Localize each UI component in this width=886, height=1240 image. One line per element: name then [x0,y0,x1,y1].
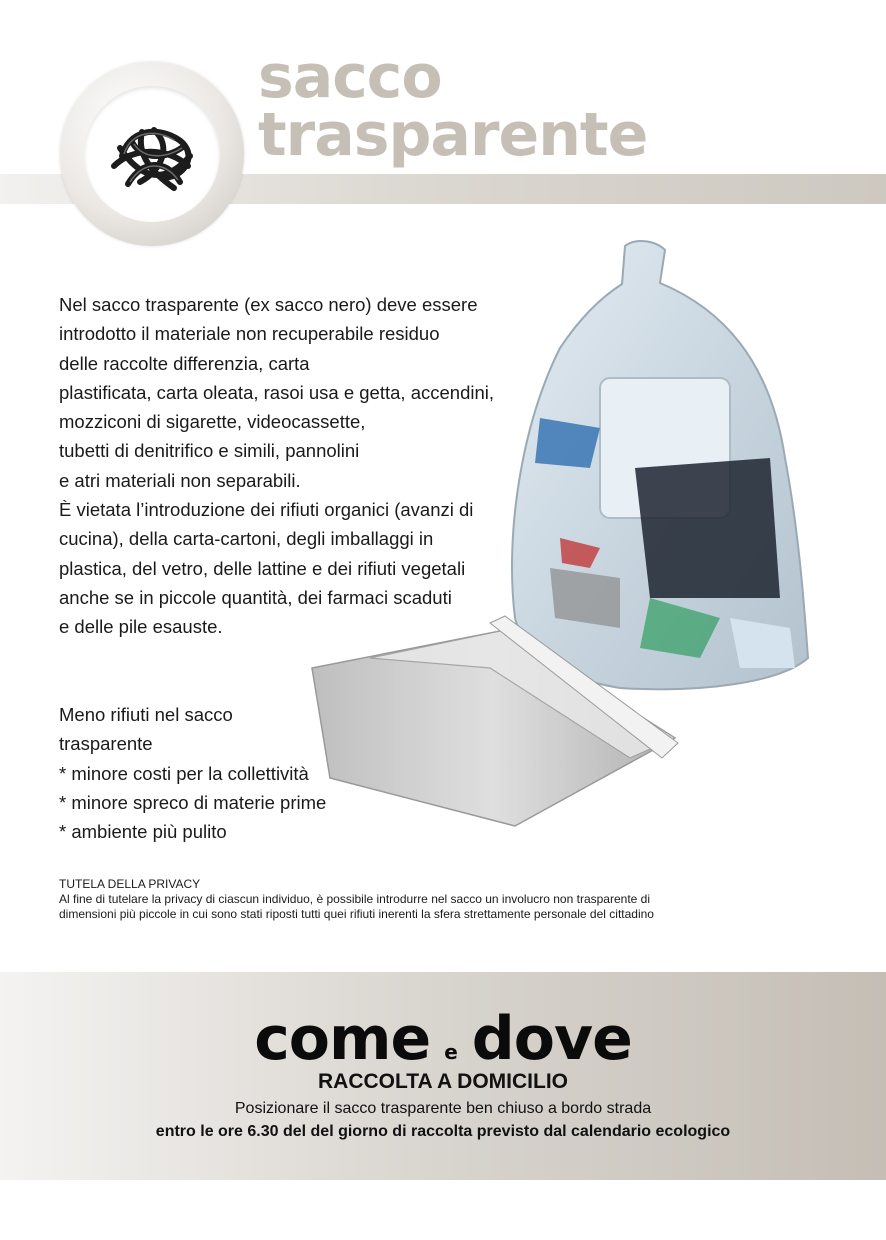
badge-inner [84,86,220,222]
privacy-heading: TUTELA DELLA PRIVACY [59,877,201,891]
come-e-dove-heading [0,1004,886,1074]
title-line-2: trasparente [258,100,648,170]
bullet-item: * ambiente più pulito [59,821,227,843]
privacy-note [59,877,849,922]
instruction-line: Posizionare il sacco trasparente ben chiuso a bordo strada [234,1100,652,1117]
less-waste-list [59,700,326,846]
description-line: È vietata l’introduzione dei rifiuti organici (avanzi di [59,499,474,521]
description-line: tubetti di denitrifico e simili, pannolini [59,440,360,462]
description-line: anche se in piccole quantità, dei farmaci scaduti [59,586,452,608]
privacy-line: Al fine di tutelare la privacy di ciascun individuo, è possibile introdurre nel sacco un involucro non trasparente di [59,892,650,906]
page-title [258,42,648,170]
description-line: plastificata, carta oleata, rasoi usa e getta, accendini, [59,381,495,403]
dove-word: dove [471,1004,632,1074]
less-waste-heading: Meno rifiuti nel sacco [59,704,233,725]
description-line: cucina), della carta-cartoni, degli imballaggi in [59,528,434,550]
collection-subtitle: RACCOLTA A DOMICILIO [317,1070,569,1093]
bullet-item: * minore spreco di materie prime [59,791,327,813]
description-line: Nel sacco trasparente (ex sacco nero) deve essere [59,294,478,315]
description-line: e atri materiali non separabili. [59,469,301,491]
description-line: plastica, del vetro, delle lattine e dei rifiuti vegetali [59,557,466,579]
description-line: introdotto il materiale non recuperabile residuo [59,323,440,345]
bullet-item: * minore costi per la collettività [59,762,309,784]
description-text [59,290,529,642]
title-line-1: sacco [258,42,442,112]
description-line: e delle pile esauste. [59,616,223,638]
deadline-line: entro le ore 6.30 del del giorno di raccolta previsto dal calendario ecologico [155,1123,731,1140]
less-waste-heading-2: trasparente [59,733,153,755]
black-plastic-strips-icon [84,86,220,222]
description-line: delle raccolte differenzia, carta [59,352,310,374]
privacy-line: dimensioni più piccole in cui sono stati riposti tutti quei rifiuti inerenti la sfera strettamente personale del cittadino [59,907,654,921]
badge-ring [60,62,244,246]
e-word: e [444,1040,458,1064]
come-word: come [254,1004,431,1074]
description-line: mozziconi di sigarette, videocassette, [59,411,366,433]
